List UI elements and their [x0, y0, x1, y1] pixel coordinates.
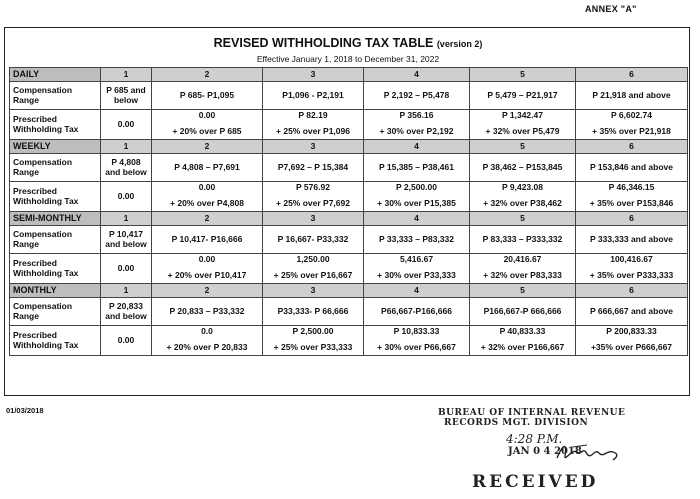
tax-excess-rate: + 20% over P4,808: [170, 197, 244, 208]
withholding-tax-cell: [576, 254, 688, 284]
tax-base-amount: 100,416.67: [610, 253, 653, 264]
bracket-number: 3: [263, 284, 364, 298]
bracket-number: 1: [101, 284, 152, 298]
received-stamp: [438, 408, 648, 492]
row-label-tax: Prescribed Withholding Tax: [10, 110, 101, 140]
tax-base-amount: P 40,833.33: [499, 325, 546, 336]
tax-excess-rate: + 35% over P153,846: [589, 197, 674, 208]
tax-excess-rate: + 25% over P33,333: [273, 341, 353, 352]
period-name: WEEKLY: [10, 140, 101, 154]
period-name: DAILY: [10, 68, 101, 82]
withholding-tax-cell: [364, 254, 470, 284]
compensation-range-cell: P 333,333 and above: [576, 226, 688, 254]
tax-base-amount: P 576.92: [296, 181, 330, 192]
compensation-range-cell: P 10,417 and below: [101, 226, 152, 254]
bracket-number: 4: [364, 68, 470, 82]
tax-excess-rate: + 25% over P7,692: [276, 197, 350, 208]
withholding-tax-cell: [263, 254, 364, 284]
effective-period: Effective January 1, 2018 to December 31, 2022: [256, 54, 440, 64]
compensation-range-cell: P 20,833 – P33,332: [152, 298, 263, 326]
tax-excess-rate: + 32% over P83,333: [483, 269, 562, 280]
period-name: SEMI-MONTHLY: [10, 212, 101, 226]
compensation-range-cell: P 10,417- P16,666: [152, 226, 263, 254]
tax-excess-rate: + 20% over P10,417: [167, 269, 247, 280]
compensation-range-cell: P 4,808 and below: [101, 154, 152, 182]
compensation-range-cell: P 83,333 – P333,332: [470, 226, 576, 254]
row-label-tax: Prescribed Withholding Tax: [10, 254, 101, 284]
compensation-range-cell: P 38,462 – P153,845: [470, 154, 576, 182]
bracket-number: 6: [576, 212, 688, 226]
annex-label: ANNEX "A": [585, 4, 637, 14]
withholding-tax-cell: [364, 182, 470, 212]
bracket-number: 2: [152, 284, 263, 298]
compensation-range-cell: P33,333- P 66,666: [263, 298, 364, 326]
compensation-range-row: [10, 154, 688, 182]
document-date: 01/03/2018: [6, 406, 44, 415]
tax-excess-rate: + 30% over P66,667: [377, 341, 456, 352]
tax-base-amount: P 1,342.47: [502, 109, 543, 120]
tax-base-amount: 0.00: [117, 262, 135, 273]
title-version: (version 2): [436, 39, 483, 49]
withholding-tax-cell: [576, 110, 688, 140]
bracket-number: 5: [470, 284, 576, 298]
compensation-range-row: [10, 298, 688, 326]
withholding-tax-cell: [470, 110, 576, 140]
tax-excess-rate: + 20% over P 20,833: [166, 341, 248, 352]
withholding-tax-row: [10, 254, 688, 284]
withholding-tax-cell: [152, 182, 263, 212]
withholding-tax-row: [10, 326, 688, 356]
tax-excess-rate: + 32% over P166,667: [480, 341, 565, 352]
withholding-tax-cell: [263, 326, 364, 356]
tax-excess-rate: + 32% over P38,462: [483, 197, 562, 208]
stamp-date: JAN 0 4 2018: [508, 446, 582, 457]
tax-base-amount: P 356.16: [399, 109, 434, 120]
tax-excess-rate: + 30% over P15,385: [377, 197, 456, 208]
withholding-tax-cell: [263, 182, 364, 212]
withholding-tax-cell: [152, 254, 263, 284]
withholding-tax-cell: [576, 326, 688, 356]
bracket-number: 2: [152, 212, 263, 226]
tax-excess-rate: + 25% over P16,667: [273, 269, 353, 280]
tax-excess-rate: + 20% over P 685: [172, 125, 242, 136]
withholding-tax-cell: [101, 110, 152, 140]
tax-excess-rate: + 25% over P1,096: [276, 125, 350, 136]
compensation-range-cell: P 666,667 and above: [576, 298, 688, 326]
compensation-range-cell: P 21,918 and above: [576, 82, 688, 110]
tax-excess-rate: + 35% over P333,333: [589, 269, 674, 280]
bracket-number: 1: [101, 140, 152, 154]
bracket-number: 3: [263, 212, 364, 226]
tax-base-amount: P 2,500.00: [292, 325, 334, 336]
period-name: MONTHLY: [10, 284, 101, 298]
page-title: [5, 36, 691, 50]
bracket-number: 1: [101, 212, 152, 226]
stamp-time: 4:28 P.M.: [506, 432, 563, 446]
bracket-number: 3: [263, 140, 364, 154]
tax-base-amount: 0.00: [198, 253, 216, 264]
withholding-tax-cell: [152, 326, 263, 356]
tax-base-amount: 0.00: [117, 190, 135, 201]
bracket-number: 2: [152, 140, 263, 154]
withholding-tax-cell: [364, 326, 470, 356]
row-label-tax: Prescribed Withholding Tax: [10, 326, 101, 356]
bracket-number: 5: [470, 212, 576, 226]
withholding-tax-table: [9, 67, 688, 356]
period-header-row: [10, 68, 688, 82]
bracket-number: 6: [576, 284, 688, 298]
row-label-tax: Prescribed Withholding Tax: [10, 182, 101, 212]
withholding-tax-cell: [364, 110, 470, 140]
withholding-tax-cell: [101, 326, 152, 356]
bracket-number: 5: [470, 68, 576, 82]
tax-base-amount: P 6,602.74: [611, 109, 652, 120]
withholding-tax-cell: [152, 110, 263, 140]
tax-base-amount: 0.00: [198, 109, 216, 120]
row-label-compensation: Compensation Range: [10, 154, 101, 182]
tax-excess-rate: + 30% over P33,333: [377, 269, 456, 280]
compensation-range-cell: P 2,192 – P5,478: [364, 82, 470, 110]
tax-base-amount: P 200,833.33: [606, 325, 657, 336]
compensation-range-cell: P 16,667- P33,332: [263, 226, 364, 254]
compensation-range-row: [10, 226, 688, 254]
compensation-range-cell: P 685- P1,095: [152, 82, 263, 110]
title-text: REVISED WITHHOLDING TAX TABLE: [213, 36, 434, 50]
compensation-range-cell: P 5,479 – P21,917: [470, 82, 576, 110]
tax-excess-rate: + 30% over P2,192: [379, 125, 454, 136]
compensation-range-cell: P166,667-P 666,666: [470, 298, 576, 326]
tax-base-amount: 0.00: [117, 334, 135, 345]
tax-table-frame: [4, 27, 690, 396]
compensation-range-cell: P 20,833 and below: [101, 298, 152, 326]
tax-base-amount: 20,416.67: [503, 253, 542, 264]
stamp-office: BUREAU OF INTERNAL REVENUE: [438, 408, 626, 418]
compensation-range-cell: P 4,808 – P7,691: [152, 154, 263, 182]
tax-base-amount: 5,416.67: [399, 253, 434, 264]
bracket-number: 4: [364, 284, 470, 298]
withholding-tax-cell: [576, 182, 688, 212]
period-header-row: [10, 284, 688, 298]
withholding-tax-row: [10, 110, 688, 140]
compensation-range-cell: P1,096 - P2,191: [263, 82, 364, 110]
signature-mark: [553, 438, 623, 466]
compensation-range-cell: P 15,385 – P38,461: [364, 154, 470, 182]
row-label-compensation: Compensation Range: [10, 82, 101, 110]
withholding-tax-cell: [470, 326, 576, 356]
tax-base-amount: P 82.19: [298, 109, 328, 120]
stamp-division: RECORDS MGT. DIVISION: [444, 418, 589, 428]
bracket-number: 6: [576, 140, 688, 154]
tax-base-amount: 0.00: [117, 118, 135, 129]
compensation-range-row: [10, 82, 688, 110]
withholding-tax-cell: [470, 254, 576, 284]
tax-excess-rate: + 35% over P21,918: [592, 125, 671, 136]
withholding-tax-cell: [101, 182, 152, 212]
tax-excess-rate: +35% over P666,667: [590, 341, 673, 352]
tax-base-amount: 1,250.00: [296, 253, 330, 264]
row-label-compensation: Compensation Range: [10, 226, 101, 254]
withholding-tax-cell: [263, 110, 364, 140]
tax-base-amount: P 2,500.00: [396, 181, 437, 192]
bracket-number: 6: [576, 68, 688, 82]
compensation-range-cell: P 33,333 – P83,332: [364, 226, 470, 254]
compensation-range-cell: P66,667-P166,666: [364, 298, 470, 326]
withholding-tax-cell: [101, 254, 152, 284]
tax-excess-rate: + 32% over P5,479: [485, 125, 560, 136]
withholding-tax-cell: [470, 182, 576, 212]
compensation-range-cell: P7,692 – P 15,384: [263, 154, 364, 182]
bracket-number: 2: [152, 68, 263, 82]
compensation-range-cell: P 685 and below: [101, 82, 152, 110]
withholding-tax-row: [10, 182, 688, 212]
bracket-number: 4: [364, 140, 470, 154]
row-label-compensation: Compensation Range: [10, 298, 101, 326]
tax-base-amount: 0.00: [198, 181, 216, 192]
tax-base-amount: 0.0: [201, 325, 213, 336]
bracket-number: 5: [470, 140, 576, 154]
period-header-row: [10, 140, 688, 154]
bracket-number: 3: [263, 68, 364, 82]
tax-base-amount: P 46,346.15: [608, 181, 655, 192]
bracket-number: 4: [364, 212, 470, 226]
bracket-number: 1: [101, 68, 152, 82]
compensation-range-cell: P 153,846 and above: [576, 154, 688, 182]
tax-base-amount: P 10,833.33: [393, 325, 440, 336]
stamp-received: RECEIVED: [472, 472, 599, 492]
period-header-row: [10, 212, 688, 226]
tax-base-amount: P 9,423.08: [502, 181, 543, 192]
